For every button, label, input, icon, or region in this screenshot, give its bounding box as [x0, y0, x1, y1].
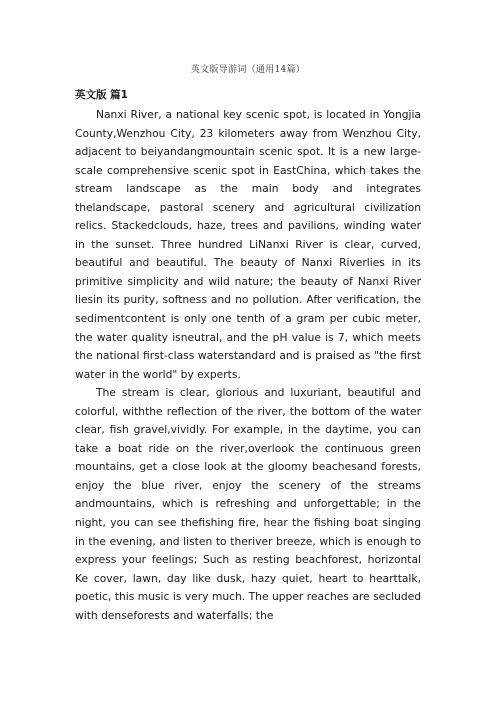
running-header: 英文版导游词（通用14篇） — [190, 65, 306, 75]
paragraph: Nanxi River, a national key scenic spot, is located in Yongjia County,Wenzhou City, 23 kilometers away from Wenzhou City, adjacent to beiyandangmountain scenic spot. It is a new large-scale comprehensive scenic spot in EastChina, which takes the stream landscape as the main body and integrates thelandscape, pastoral scenery and agricultural civilization relics. Stackedclouds, haze, trees and pavilions, winding water in the sunset. Three hundred LiNanxi River is clear, curved, beautiful and beautiful. The beauty of Nanxi Riverlies in its primitive simplicity and wild nature; the beauty of Nanxi River liesin its purity, softness and no pollution. After verification, the sedimentcontent is only one tenth of a gram per cubic meter, the water quality isneutral, and the pH value is 7, which meets the national first-class waterstandard and is praised as "the first water in the world" by experts. — [75, 108, 421, 381]
paragraph: The stream is clear, glorious and luxuriant, beautiful and colorful, withthe reflection of the river, the bottom of the water clear, fish gravel,vividly. For example, in the daytime, you can take a boat ride on the river,overlook the continuous green mountains, get a close look at the gloomy beachesand forests, enjoy the blue river, enjoy the scenery of the streams andmountains, which is refreshing and unforgettable; in the night, you can see thefishing fire, hear the fishing boat singing in the evening, and listen to theriver breeze, which is enough to express your feelings; Such as resting beachforest, horizontal Ke cover, lawn, day like dusk, hazy quiet, heart to hearttalk, poetic, this music is very much. The upper reaches are secluded with denseforests and waterfalls; the — [75, 386, 421, 622]
section-heading: 英文版 篇1 — [75, 89, 128, 101]
document-body — [75, 88, 421, 625]
